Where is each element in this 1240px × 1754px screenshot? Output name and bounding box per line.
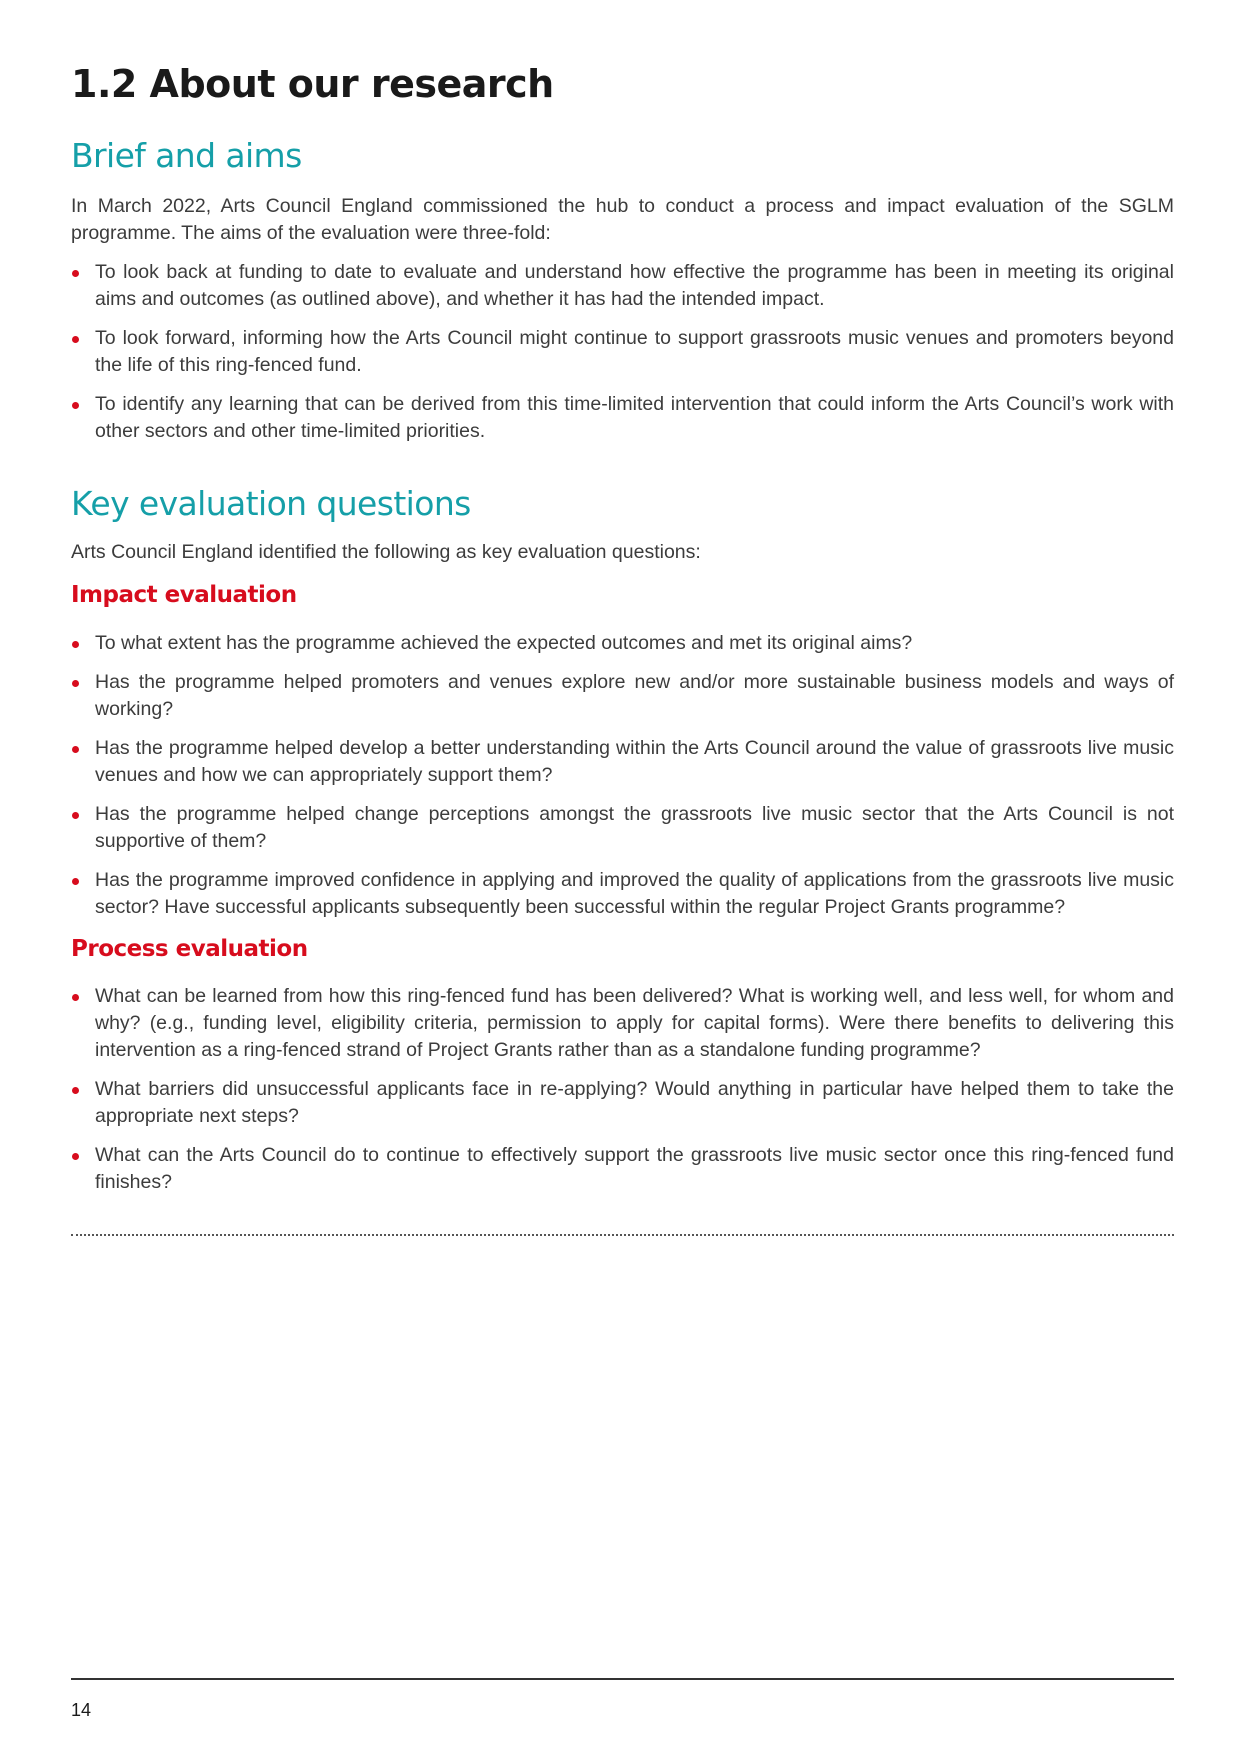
brief-intro-paragraph: In March 2022, Arts Council England commissioned the hub to conduct a process and impact evaluation of the SGLM programme. The aims of the evaluation were three-fold: [71,195,1174,244]
impact-evaluation-heading: Impact evaluation [71,582,297,608]
bullet-icon [72,641,79,648]
brief-aims-list [71,259,1174,457]
page-number: 14 [71,1700,92,1720]
list-item-text: Has the programme helped change perceptions amongst the grassroots live music sector that the Arts Council is not supportive of them? [95,803,1174,852]
footer-divider [71,1678,1174,1680]
bullet-icon [72,1153,79,1160]
bullet-icon [72,1087,79,1094]
bullet-icon [72,402,79,409]
bullet-icon [72,336,79,343]
list-item [71,735,1174,789]
list-item-text: To identify any learning that can be derived from this time-limited intervention that could inform the Arts Council’s work with other sectors and other time-limited priorities. [95,393,1174,442]
bullet-icon [72,994,79,1001]
list-item [71,867,1174,921]
list-item [71,1142,1174,1196]
impact-questions-list [71,630,1174,933]
list-item [71,669,1174,723]
section-divider [71,1234,1174,1236]
list-item-text: Has the programme improved confidence in applying and improved the quality of applications from the grassroots live music sector? Have successful applicants subsequently been successful within the regular Project Grants programme? [95,869,1174,918]
list-item-text: What barriers did unsuccessful applicants face in re-applying? Would anything in particular have helped them to take the appropriate next steps? [95,1078,1174,1127]
list-item-text: Has the programme helped develop a better understanding within the Arts Council around the value of grassroots live music venues and how we can appropriately support them? [95,737,1174,786]
list-item [71,259,1174,313]
list-item [71,983,1174,1064]
key-questions-intro: Arts Council England identified the following as key evaluation questions: [71,541,701,563]
list-item-text: What can the Arts Council do to continue to effectively support the grassroots live music sector once this ring-fenced fund finishes? [95,1144,1174,1193]
list-item [71,801,1174,855]
bullet-icon [72,746,79,753]
brief-and-aims-heading: Brief and aims [71,136,302,175]
list-item-text: Has the programme helped promoters and venues explore new and/or more sustainable business models and ways of working? [95,671,1174,720]
bullet-icon [72,680,79,687]
list-item [71,630,1174,657]
bullet-icon [72,812,79,819]
bullet-icon [72,270,79,277]
key-evaluation-questions-heading: Key evaluation questions [71,484,471,523]
bullet-icon [72,878,79,885]
page-title: 1.2 About our research [71,62,554,106]
list-item [71,1076,1174,1130]
process-evaluation-heading: Process evaluation [71,936,308,962]
list-item [71,325,1174,379]
list-item-text: What can be learned from how this ring-fenced fund has been delivered? What is working well, and less well, for whom and why? (e.g., funding level, eligibility criteria, permission to apply for capital forms). Were there benefits to delivering this intervention as a ring-fenced strand of Project Grants rather than as a standalone funding programme? [95,985,1174,1061]
list-item-text: To look forward, informing how the Arts Council might continue to support grassroots music venues and promoters beyond the life of this ring-fenced fund. [95,327,1174,376]
process-questions-list [71,983,1174,1208]
list-item-text: To look back at funding to date to evaluate and understand how effective the programme has been in meeting its original aims and outcomes (as outlined above), and whether it has had the intended impact. [95,261,1174,310]
list-item-text: To what extent has the programme achieved the expected outcomes and met its original aims? [95,632,913,654]
list-item [71,391,1174,445]
